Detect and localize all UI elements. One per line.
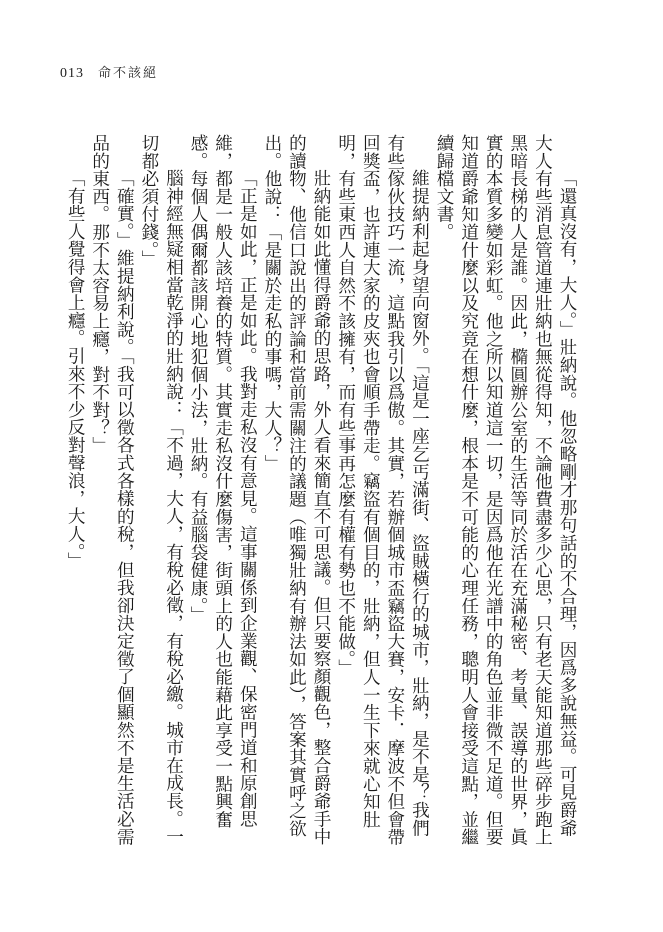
paragraph: 「正是如此，正是如此。我對走私沒有意見。這事關係到企業觀、保密門道和原創思維，都是一般人該培養的特質。其實走私沒什麼傷害，街頭上的人也能藉此享受一點興奮感。每個人偶爾都該開心地犯個小法，壯納。有益腦袋健康。」 xyxy=(188,134,258,829)
book-title: 命不該絕 xyxy=(98,66,159,81)
paragraph: 維提納利起身望向窗外。「這是一座乞丐滿街、盜賊橫行的城市，壯納，是不是？我們有些傢伙技巧一流，這點我引以爲傲。其實，若辦個城市盃竊盜大賽，安卡．摩波不但會帶回獎盃，也許連大家的皮夾也會順手帶走。竊盜有個目的，壯納，但人一生下來就心知肚明，有些東西人自然不該擁有，而有些事再怎麼有權有勢也不能做。」 xyxy=(335,134,430,846)
running-header xyxy=(60,62,158,82)
page-number: 013 xyxy=(60,66,84,81)
paragraph: 腦神經無疑相當乾淨的壯納說：「不過，大人，有稅必徵，有稅必繳。城市在成長。一切都必須付錢。」 xyxy=(138,134,184,846)
body-text xyxy=(63,134,579,850)
paragraph: 「確實。」維提納利說。「我可以徵各式各樣的稅，但我卻決定徵了個顯然不是生活必需品的東西。那不太容易上癮，對不對？」 xyxy=(89,134,135,846)
paragraph: 「還真沒有，大人。」壯納說。他忽略剛才那句話的不合理，因爲多說無益。可見爵爺大人有些消息管道連壯納也無從得知，不論他費盡多少心思，只有老天能知道那些碎步跑上黑暗長梯的人是誰。因此，橢圓辦公室的生活等同於活在充滿秘密、考量、誤導的世界，眞實的本質多變如彩虹。他之所以知道這一切，是因爲他在光譜中的角色並非微不足道。但要知道爵爺知道什麼以及究竟在想什麼，根本是不可能的心理任務，聰明人會接受這點，並繼續歸檔文書。 xyxy=(434,134,577,846)
paragraph: 「有些人覺得會上癮。引來不少反對聲浪，大人。」 xyxy=(65,169,86,570)
paragraph: 壯納能如此懂得爵爺的思路，外人看來簡直不可思議。但只要察顏觀色，整合爵爺手中的讀物、他信口說出的評論和當前需關注的議題（唯獨壯納有辦法如此），答案其實呼之欲出。他說：「是關於走私的事嗎，大人？」 xyxy=(261,134,332,846)
